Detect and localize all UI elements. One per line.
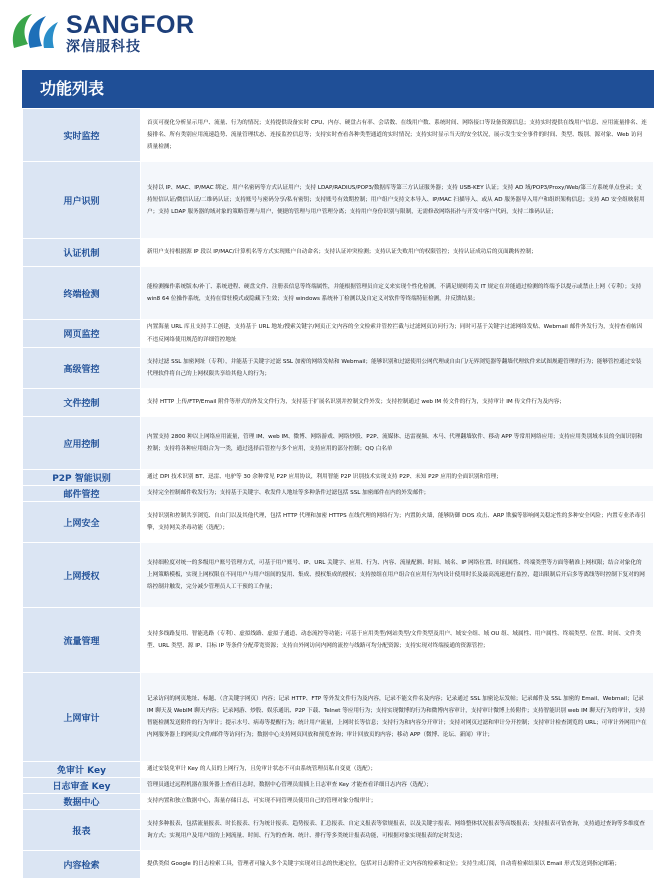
feature-row [23, 389, 654, 417]
feature-name: 流量管理 [23, 608, 141, 673]
feature-description: 支持过滤 SSL 加密网址（专利），并能基于关键字过滤 SSL 加密的网络发帖和 Webmail；能够识别和过滤使用公网代理或自由门/无界浏览器等翻墙代理软件来试图规避管理的行为；能够管控通过安装代理软件将自己的上网权限共享给其他人的行为； [141, 348, 654, 389]
feature-description: 支持完全控制邮件收发行为；支持基于关键字、收发件人地址等多种条件过滤包括 SSL 加密邮件在内的外发邮件； [141, 486, 654, 502]
feature-row [23, 778, 654, 794]
feature-description: 支持以 IP、MAC、IP/MAC 绑定、用户名密码等方式认证用户；支持 LDAP/RADIUS/POP3/数据库等第三方认证服务器；支持 USB-KEY 认证；支持 AD 域/POP3/Proxy/Web/第三方系统单点登录；支持短信认证/微信认证/二维码认证；支持账号与密码分享/私有密钥；支持账号有效期控制；用户组户支持文本导入、IP/MAC 扫描导入、或从 AD 服务器导入用户和组织架构信息；支持 AD 安全组映射用户；支持 LDAP 服务器的域对象的策略管理与用户，便捷的管理与用户管理分离；支持用户身份识别与限制，无需修改网络拓扑与开发中客户代码，支持二维码认证； [141, 162, 654, 239]
feature-name: P2P 智能识别 [23, 470, 141, 486]
feature-description: 通过 DPI 技术识别 BT、迅雷、电驴等 30 余种常见 P2P 应用协议，利用智能 P2P 识别技术实现支持 P2P、未知 P2P 应用的全面识别和管理； [141, 470, 654, 486]
feature-name: 内容检索 [23, 851, 141, 879]
feature-row [23, 486, 654, 502]
feature-row [23, 320, 654, 348]
logo-brand-name-cn: 深信服科技 [66, 39, 141, 55]
feature-row [23, 502, 654, 543]
feature-name: 应用控制 [23, 417, 141, 470]
feature-row [23, 543, 654, 608]
feature-name: 日志审查 Key [23, 778, 141, 794]
feature-description: 支持细粒度对统一的多级用户账号管理方式，可基于用户账号、IP、URL 关键字、应用、行为、内容、流量配额、时间、域名、IP 网络位置、时间属性、终端类型等方面等精准上网权限；结合对象化的上网策略模板，实现上网权限在不同用户与用户组间的复用、集成、授权集成的授权；支持按组在用户组合在应用行为内设计使用时长及最高流速进行监控，超出限制后开启多等离线等时控制下复对的网络控制并触发，完分减少管理员人工干预的工作量； [141, 543, 654, 608]
feature-description: 通过安装免审计 Key 的人员的上网行为，且免审计状态不可由系统管理员私自变更（选配）； [141, 762, 654, 778]
sangfor-logo-icon [8, 8, 62, 54]
feature-description: 内置海量 URL 库且支持手工创建，支持基于 URL 地址/搜索关键字/网页正文内容的全文检索并管控拦截与过滤网页访问行为；同时可基于关键字过滤网络发贴、Webmail 邮件外发行为，支持查看帖因不违反网络使用规范的详细管控地址 [141, 320, 654, 348]
feature-row [23, 762, 654, 778]
feature-row [23, 851, 654, 879]
feature-description: 提供类似 Google 的日志检索工具，管理者可输入多个关键字实现对日志的快速定位，包括对日志附件正文内容的检索和定位；支持生成订阅，自动将检索结果以 Email 形式发送到指定邮箱； [141, 851, 654, 879]
feature-row [23, 417, 654, 470]
feature-description: 首页可视化分析显示用户、流量、行为的情况；支持提供设备实时 CPU、内存、硬盘占有率、会话数、在线用户数、系统时间、网络接口等设备资源信息；支持实时提供在线用户信息、应用流量排名、连接排名、所有类别应用流速趋势、流量管理状态、连接监控信息等；支持实时查看各种类型通道的实时情况；支持实时显示当天的安全状况，展示发生安全事件的时间、类型、级别、源对象、Web 访问质量检测； [141, 109, 654, 162]
feature-name: 报表 [23, 810, 141, 851]
feature-name: 终端检测 [23, 267, 141, 320]
feature-description: 支持 HTTP 上传/FTP/Email 附件等形式的外发文件行为，支持基于扩展名识别并控制文件外发；支持控制通过 web IM 传文件的行为，支持审计 IM 传文件行为及内容； [141, 389, 654, 417]
feature-row [23, 267, 654, 320]
feature-description: 能检测操作系统版本/补丁、系统进程、硬盘文件、注册表信息等终端属性，并能根据管理员自定义来实现个性化检测，不满足规则将关 IT 规定在并能通过检测的终端予以提示或禁止上网（专利）；支持 win8 64 位操作系统，支持在常驻模式或隐藏下生效；支持 windows 系统补丁检测以及自定义对软件等终端特征检测，并反馈结果； [141, 267, 654, 320]
feature-row [23, 810, 654, 851]
feature-description: 新用户支持根据源 IP 段以 IP/MAC/计算机名等方式实现账户自动命名；支持认证冲突检测；支持认证失败用户的权限管控；支持认证成功后的页面跳转控制； [141, 239, 654, 267]
feature-row [23, 162, 654, 239]
feature-row [23, 348, 654, 389]
feature-description: 支持多线路复用、智能选路（专利）、虚拟线路、虚拟子通道、动态流控等功能；可基于应用类型/网站类型/文件类型及用户、域安全组、域 OU 组、域属性、用户属性、终端类型、位置、时间、文件类型、URL 类型、源 IP、目标 IP 等条件分配带宽资源；支持自外网访问内网的流控与线路可均分配资源；支持实现对终端接通的资源管控； [141, 608, 654, 673]
feature-name: 上网安全 [23, 502, 141, 543]
feature-name: 邮件管控 [23, 486, 141, 502]
feature-name: 认证机制 [23, 239, 141, 267]
feature-row [23, 608, 654, 673]
sangfor-logo [8, 8, 198, 54]
feature-name: 文件控制 [23, 389, 141, 417]
feature-name: 上网审计 [23, 673, 141, 762]
feature-description: 支持多种报表，包括流量报表、时长报表、行为统计报表、趋势报表、汇总报表、自定义报表等常规报表，以及关键字报表、网络整体状况报表等高级报表；支持报表可钻查询，支持通过查询等多维度查询方式；实现用户及用户组的上网流量、时间、行为的查询、统计、排行等多类统计报表功能，可根据对象实现报表的定时发送； [141, 810, 654, 851]
feature-name: 高级管控 [23, 348, 141, 389]
feature-table [22, 108, 654, 879]
feature-name: 网页监控 [23, 320, 141, 348]
feature-name: 免审计 Key [23, 762, 141, 778]
feature-row [23, 239, 654, 267]
feature-description: 支持识别和控制共享浏览、自由门以及其他代理，包括 HTTP 代理和加密 HTTPS 在线代理的网络行为；内置防火墙，能够防御 DOS 攻击、ARP 欺骗等影响网关稳定性的多种安全风险；内置专业杀毒引擎，支持网关杀毒功能（选配）； [141, 502, 654, 543]
feature-row [23, 109, 654, 162]
feature-row [23, 470, 654, 486]
feature-row [23, 673, 654, 762]
feature-name: 数据中心 [23, 794, 141, 810]
feature-name: 上网授权 [23, 543, 141, 608]
feature-row [23, 794, 654, 810]
feature-name: 实时监控 [23, 109, 141, 162]
logo-brand-name: SANGFOR [66, 11, 195, 39]
feature-description: 支持内置和独立数据中心，海量存储日志，可实现不同管理员使用自己的管理对象分级审计； [141, 794, 654, 810]
feature-description: 管理员通过远程机器在服务器上查看日志时，数据中心管理员需插上日志审查 Key 才能查看详细日志内容（选配）； [141, 778, 654, 794]
feature-description: 记录访问的网页地址、标题、（含关键字网页）内容；记录 HTTP、FTP 等外发文件行为及内容，记录不能文件名及内容；记录通过 SSL 加密论坛发帖；记录邮件及 SSL 加密的 Email、Webmail；记录 IM 聊天及 WebIM 聊天内容；记录网游、炒股、娱乐通讯、P2P 下载、Telnet 等应用行为；支持实现微博的行为和微博内容审计，支持审计微博上传附件；支持智能识别 web IM 聊天行为的审计，支持智能检测发送附件的行为审计；提示水号、病毒等提醒行为；统计用户流量，上网时长等信息；支持行为和内容分开审计；支持对网页过滤和审计分开控制；支持审计检查浏览的 URL；可审计外网用户在内网服务器上的网页/文件/邮件等访问行为；数据中心支持网页回放和预览查询；审计回放页的内容；移动 APP（微博、论坛、新闻）审计； [141, 673, 654, 762]
feature-description: 内置支持 2800 种以上网络应用流量，管理 IM、web IM、微博、网络游戏、网络炒股、P2P、流媒体、迅雷视频、木马、代理翻墙软件、移动 APP 等常用网络应用；支持应用类别域本员的全面识别和控制；支持将各种应用组合为一类，通过选择后管控与多个应用，支持应用的部分控制；QQ 白名单 [141, 417, 654, 470]
feature-name: 用户识别 [23, 162, 141, 239]
page-title: 功能列表 [22, 70, 654, 108]
